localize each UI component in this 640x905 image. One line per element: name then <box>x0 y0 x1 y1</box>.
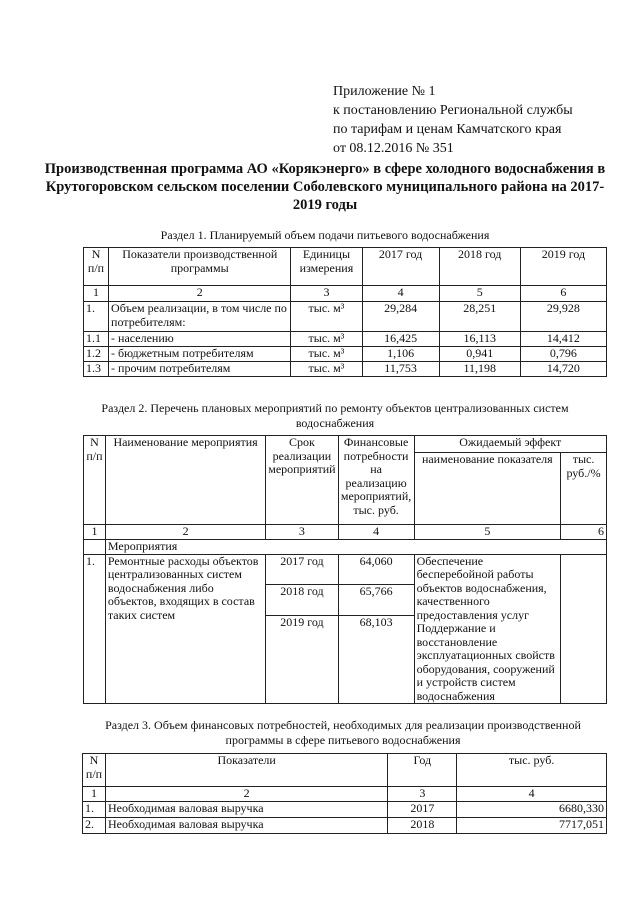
header-cell: N п/п <box>84 248 109 286</box>
section1-table <box>83 247 607 377</box>
appendix-line: Приложение № 1 <box>333 84 436 99</box>
appendix-line: по тарифам и ценам Камчатского края <box>333 122 562 137</box>
section3-heading: Раздел 3. Объем финансовых потребностей, необходимых для реализации производственной программы в сфере питьевого водоснабжения <box>105 718 581 747</box>
row-amount: 7717,051 <box>457 817 607 833</box>
header-cell: наименование показателя <box>414 453 560 525</box>
table-row <box>84 332 607 347</box>
header-cell: Год <box>388 754 457 787</box>
row-number: 1. <box>83 801 106 817</box>
header-cell: тыс. руб. <box>457 754 607 787</box>
section3-table <box>82 753 607 834</box>
col-number: 2 <box>109 286 291 302</box>
table-header-row <box>83 754 607 787</box>
row-name: Необходимая валовая выручка <box>105 801 387 817</box>
table-row <box>84 302 607 332</box>
col-number: 5 <box>414 525 560 540</box>
group-row <box>84 539 607 554</box>
row-year: 2017 год <box>266 554 338 585</box>
section2-heading: Раздел 2. Перечень плановых мероприятий по ремонту объектов централизованных систем водоснабжения <box>101 401 569 430</box>
row-unit <box>561 554 607 704</box>
appendix-line: к постановлению Региональной службы <box>333 103 573 118</box>
header-cell: N п/п <box>84 436 106 525</box>
row-number: 1.3 <box>84 362 109 377</box>
table-header-row <box>84 248 607 286</box>
row-name: - прочим потребителям <box>109 362 291 377</box>
row-value-2019: 0,796 <box>520 347 606 362</box>
column-number-row <box>84 525 607 540</box>
col-number: 6 <box>520 286 606 302</box>
appendix-line: от 08.12.2016 № 351 <box>333 141 454 156</box>
row-value-2019: 14,412 <box>520 332 606 347</box>
col-number: 3 <box>266 525 338 540</box>
table-row <box>84 347 607 362</box>
row-amount: 68,103 <box>338 615 414 703</box>
col-number: 4 <box>362 286 439 302</box>
col-number: 1 <box>84 525 106 540</box>
row-value-2017: 16,425 <box>362 332 439 347</box>
table-row <box>84 362 607 377</box>
group-label: Мероприятия <box>105 539 606 554</box>
col-number: 2 <box>105 787 387 802</box>
row-number: 2. <box>83 817 106 833</box>
row-name: - населению <box>109 332 291 347</box>
row-value-2017: 29,284 <box>362 302 439 332</box>
row-value-2019: 29,928 <box>520 302 606 332</box>
row-number: 1.2 <box>84 347 109 362</box>
row-unit: тыс. м³ <box>291 332 362 347</box>
row-unit: тыс. м³ <box>291 347 362 362</box>
col-number: 1 <box>83 787 106 802</box>
row-unit: тыс. м³ <box>291 302 362 332</box>
row-name: - бюджетным потребителям <box>109 347 291 362</box>
table-row <box>83 817 607 833</box>
section2-table <box>83 435 607 704</box>
table-row <box>84 554 607 585</box>
row-value-2019: 14,720 <box>520 362 606 377</box>
header-cell: Показатели производственной программы <box>109 248 291 286</box>
col-number: 4 <box>457 787 607 802</box>
row-year: 2019 год <box>266 615 338 703</box>
row-name: Ремонтные расходы объектов централизованных систем водоснабжения либо объектов, входящих в состав таких систем <box>105 554 265 704</box>
header-cell: Показатели <box>105 754 387 787</box>
table-row <box>83 801 607 817</box>
row-year: 2017 <box>388 801 457 817</box>
header-cell: Наименование мероприятия <box>105 436 265 525</box>
header-cell: Финансовые потребности на реализацию мероприятий, тыс. руб. <box>338 436 414 525</box>
col-number: 3 <box>388 787 457 802</box>
row-effect: Обеспечение бесперебойной работы объектов водоснабжения, качественного предоставления услуг Поддержание и восстановление эксплуатационных свойств оборудования, сооружений и устройств систем водоснабжения <box>414 554 560 704</box>
row-number: 1. <box>84 302 109 332</box>
appendix-block <box>333 82 573 158</box>
row-value-2018: 11,198 <box>439 362 520 377</box>
row-value-2018: 16,113 <box>439 332 520 347</box>
row-amount: 64,060 <box>338 554 414 585</box>
header-cell: N п/п <box>83 754 106 787</box>
header-cell: Срок реализации мероприятий <box>266 436 338 525</box>
col-number: 6 <box>561 525 607 540</box>
row-value-2017: 11,753 <box>362 362 439 377</box>
row-value-2017: 1,106 <box>362 347 439 362</box>
header-cell: 2017 год <box>362 248 439 286</box>
header-cell: тыс. руб./% <box>561 453 607 525</box>
col-number: 5 <box>439 286 520 302</box>
header-cell: Ожидаемый эффект <box>414 436 606 453</box>
header-cell: 2018 год <box>439 248 520 286</box>
header-cell: 2019 год <box>520 248 606 286</box>
col-number: 3 <box>291 286 362 302</box>
row-amount: 6680,330 <box>457 801 607 817</box>
row-year: 2018 <box>388 817 457 833</box>
header-cell: Единицы измерения <box>291 248 362 286</box>
row-number: 1. <box>84 554 106 704</box>
col-number: 2 <box>105 525 265 540</box>
section1-heading: Раздел 1. Планируемый объем подачи питьевого водоснабжения <box>160 228 490 242</box>
row-value-2018: 28,251 <box>439 302 520 332</box>
row-unit: тыс. м³ <box>291 362 362 377</box>
row-value-2018: 0,941 <box>439 347 520 362</box>
row-number: 1.1 <box>84 332 109 347</box>
row-year: 2018 год <box>266 585 338 616</box>
document-title: Производственная программа АО «Корякэнерго» в сфере холодного водоснабжения в Крутогоровском сельском поселении Соболевского муниципального района на 2017-2019 годы <box>44 161 606 213</box>
column-number-row <box>83 787 607 802</box>
row-name: Объем реализации, в том числе по потребителям: <box>109 302 291 332</box>
row-amount: 65,766 <box>338 585 414 616</box>
row-name: Необходимая валовая выручка <box>105 817 387 833</box>
table-header-row <box>84 436 607 453</box>
col-number: 1 <box>84 286 109 302</box>
column-number-row <box>84 286 607 302</box>
col-number: 4 <box>338 525 414 540</box>
